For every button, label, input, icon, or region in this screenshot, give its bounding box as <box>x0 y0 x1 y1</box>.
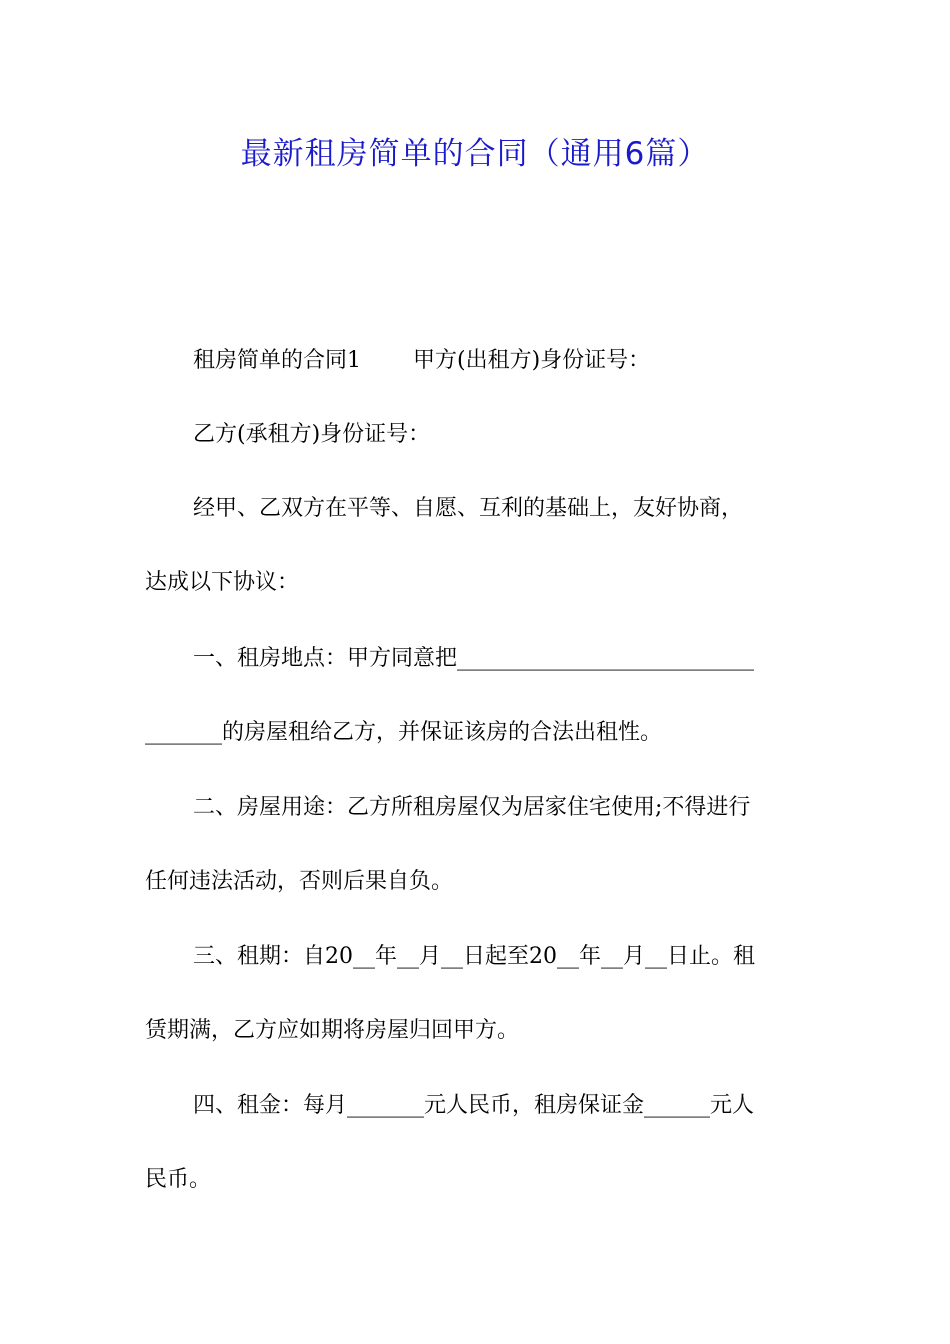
clause-3-line-1: 三、租期：自20__年__月__日起至20__年__月__日止。租 <box>193 944 755 969</box>
party-b-id-line: 乙方(承租方)身份证号： <box>193 422 431 447</box>
clause-2-line-2: 任何违法活动，否则后果自负。 <box>145 869 454 894</box>
clause-1-line-1: 一、租房地点：甲方同意把___________________________ <box>193 646 755 671</box>
clause-1-line-2: _______的房屋租给乙方，并保证该房的合法出租性。 <box>145 720 663 745</box>
contract-number-label: 租房简单的合同1 <box>193 348 361 373</box>
clause-4-line-2: 民币。 <box>145 1167 212 1192</box>
contract-heading-line <box>193 346 650 376</box>
party-a-id-label: 甲方(出租方)身份证号： <box>413 348 651 373</box>
document-title: 最新租房简单的合同（通用6篇） <box>240 136 710 172</box>
preamble-line-1: 经甲、乙双方在平等、自愿、互利的基础上，友好协商， <box>193 496 744 521</box>
clause-4-line-1: 四、租金：每月_______元人民币，租房保证金______元人 <box>193 1093 755 1118</box>
preamble-line-2: 达成以下协议： <box>145 570 300 595</box>
clause-2-line-1: 二、房屋用途：乙方所租房屋仅为居家住宅使用;不得进行 <box>193 795 751 820</box>
clause-3-line-2: 赁期满，乙方应如期将房屋归回甲方。 <box>145 1018 520 1043</box>
